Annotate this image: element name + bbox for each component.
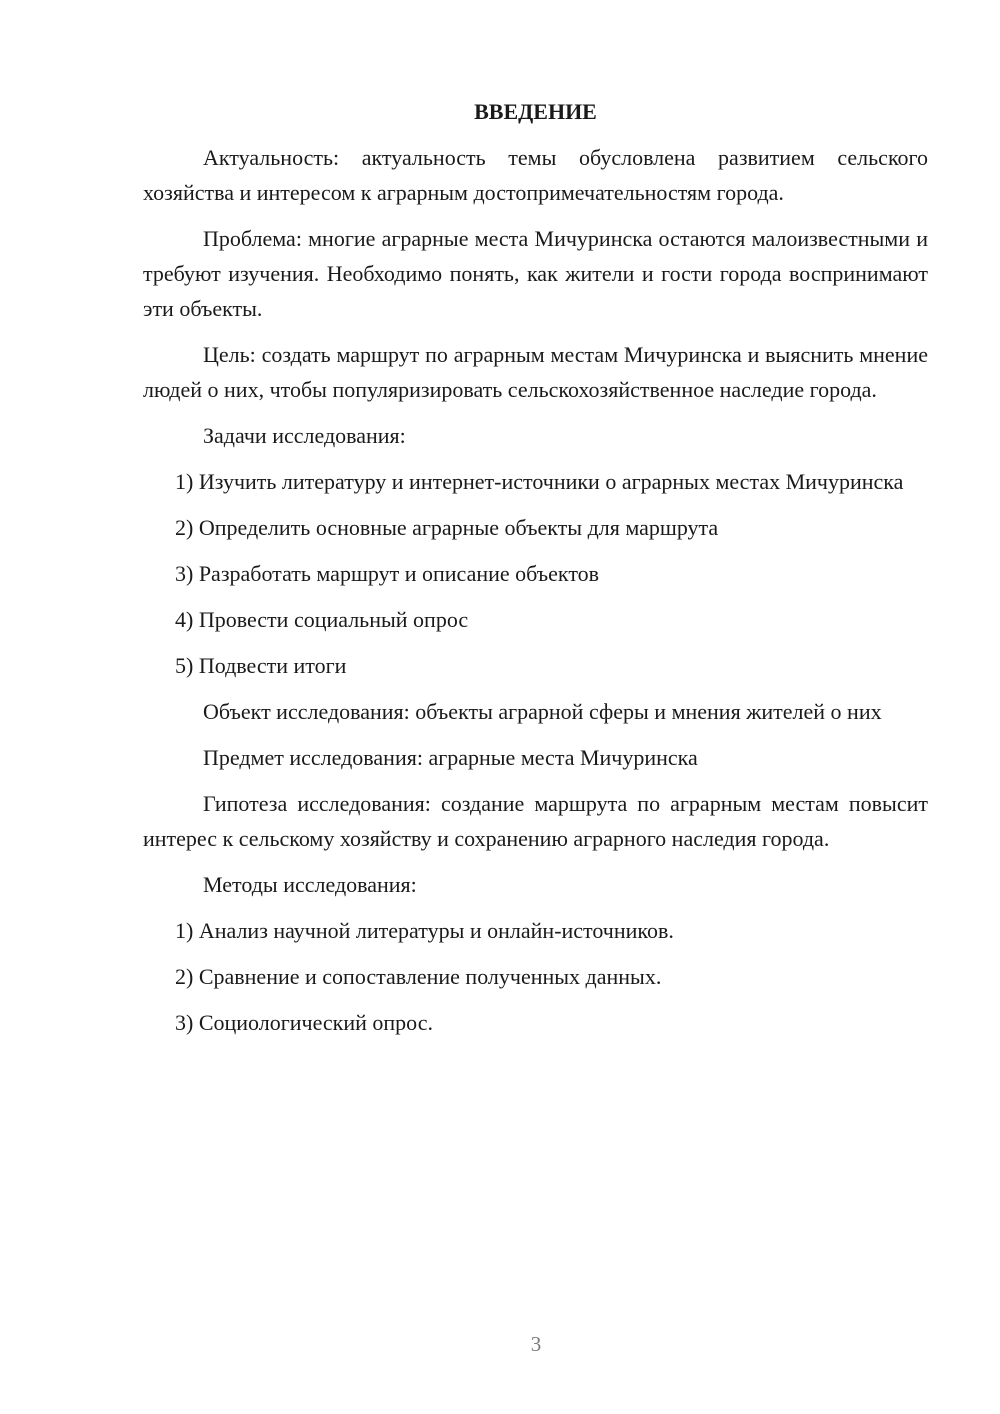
task-item-2: 2) Определить основные аграрные объекты для маршрута (175, 515, 719, 540)
relevance-paragraph: Актуальность: актуальность темы обусловлена развитием сельского хозяйства и интересом к аграрным достопримечательностям города. (143, 145, 928, 205)
section-title: ВВЕДЕНИЕ (474, 99, 597, 124)
methods-heading: Методы исследования: (203, 872, 417, 897)
method-item-3: 3) Социологический опрос. (175, 1010, 433, 1035)
object-paragraph: Объект исследования: объекты аграрной сферы и мнения жителей о них (203, 699, 882, 724)
task-item-3: 3) Разработать маршрут и описание объектов (175, 561, 600, 586)
goal-paragraph: Цель: создать маршрут по аграрным местам Мичуринска и выяснить мнение людей о них, чтобы популяризировать сельскохозяйственное наследие города. (143, 342, 928, 402)
tasks-heading: Задачи исследования: (203, 423, 406, 448)
hypothesis-paragraph: Гипотеза исследования: создание маршрута по аграрным местам повысит интерес к сельскому хозяйству и сохранению аграрного наследия города. (143, 791, 928, 851)
page-content (143, 94, 928, 1051)
problem-paragraph: Проблема: многие аграрные места Мичуринска остаются малоизвестными и требуют изучения. Необходимо понять, как жители и гости города воспринимают эти объекты. (143, 226, 928, 321)
subject-paragraph: Предмет исследования: аграрные места Мичуринска (203, 745, 698, 770)
page-number: 3 (530, 1332, 542, 1356)
method-item-2: 2) Сравнение и сопоставление полученных данных. (175, 964, 662, 989)
task-item-4: 4) Провести социальный опрос (175, 607, 469, 632)
task-item-1: 1) Изучить литературу и интернет-источники о аграрных местах Мичуринска (175, 469, 904, 494)
task-item-5: 5) Подвести итоги (175, 653, 347, 678)
method-item-1: 1) Анализ научной литературы и онлайн-источников. (175, 918, 674, 943)
